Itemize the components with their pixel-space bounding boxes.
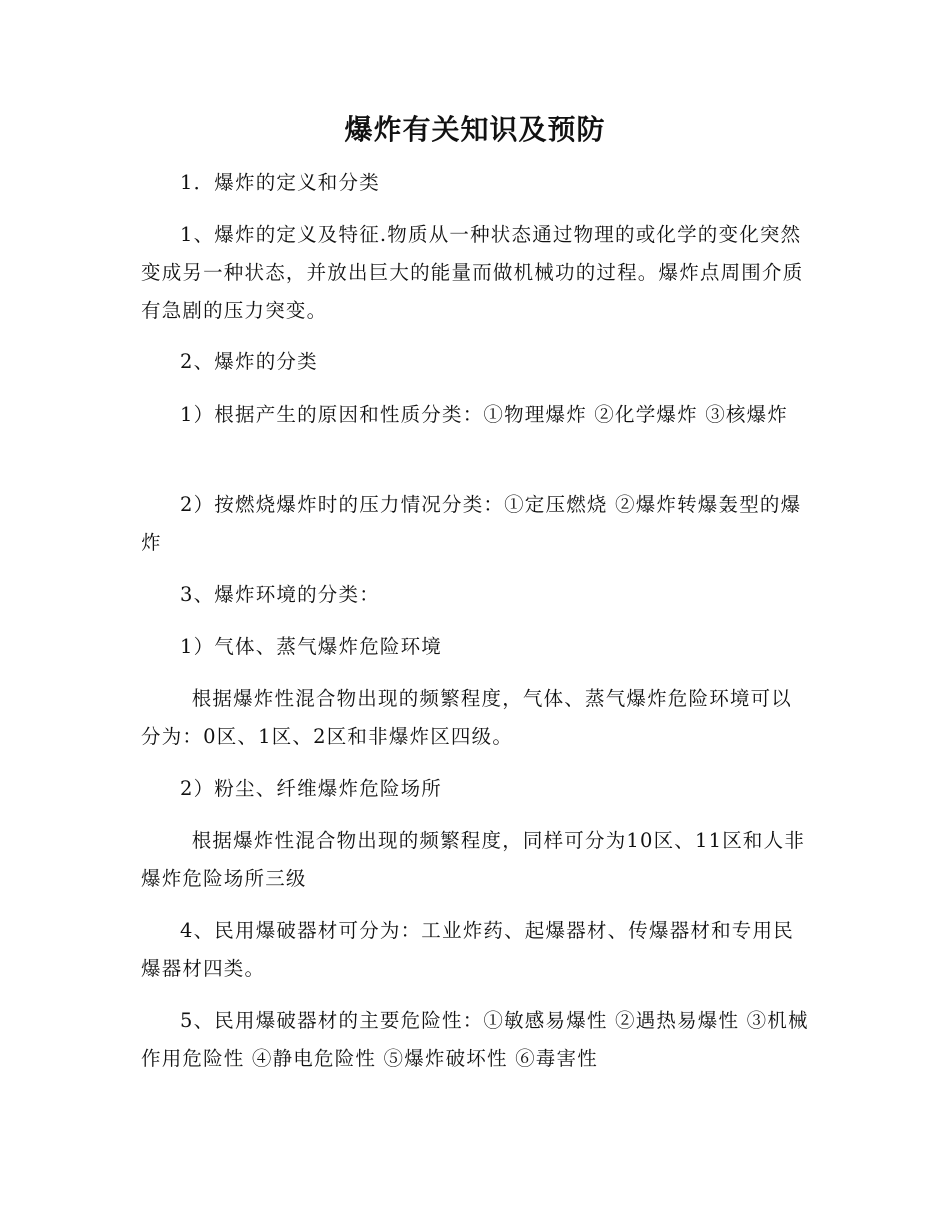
paragraph-civil-blasting-categories: 4、民用爆破器材可分为：工业炸药、起爆器材、传爆器材和专用民爆器材四类。 [141, 919, 794, 980]
paragraph-dust-fiber-zones: 根据爆炸性混合物出现的频繁程度，同样可分为10区、11区和人非爆炸危险场所三级 [141, 829, 806, 890]
paragraph-gas-vapor-environment: 1）气体、蒸气爆炸危险环境 [180, 635, 443, 658]
paragraph-definition-features: 1、爆炸的定义及特征.物质从一种状态通过物理的或化学的变化突然变成另一种状态，并放出巨大的能量而做机械功的过程。爆炸点周围介质有急剧的压力突变。 [141, 223, 804, 322]
paragraph-classification-by-pressure: 2）按燃烧爆炸时的压力情况分类：①定压燃烧 ②爆炸转爆轰型的爆炸 [141, 493, 802, 554]
paragraph-dust-fiber-places: 2）粉尘、纤维爆炸危险场所 [180, 777, 443, 800]
page-title: 爆炸有关知识及预防 [344, 113, 606, 146]
paragraph-classification-by-cause: 1）根据产生的原因和性质分类：①物理爆炸 ②化学爆炸 ③核爆炸 [180, 403, 789, 426]
paragraph-classification-heading: 2、爆炸的分类 [180, 350, 318, 373]
paragraph-civil-blasting-hazards: 5、民用爆破器材的主要危险性：①敏感易爆性 ②遇热易爆性 ③机械作用危险性 ④静电危险性 ⑤爆炸破坏性 ⑥毒害性 [141, 1009, 809, 1070]
paragraph-environment-heading: 3、爆炸环境的分类： [180, 583, 380, 606]
section-heading-definition-classification: 1．爆炸的定义和分类 [180, 171, 380, 194]
paragraph-gas-vapor-zones: 根据爆炸性混合物出现的频繁程度，气体、蒸气爆炸危险环境可以分为：0区、1区、2区和非爆炸区四级。 [141, 687, 792, 748]
